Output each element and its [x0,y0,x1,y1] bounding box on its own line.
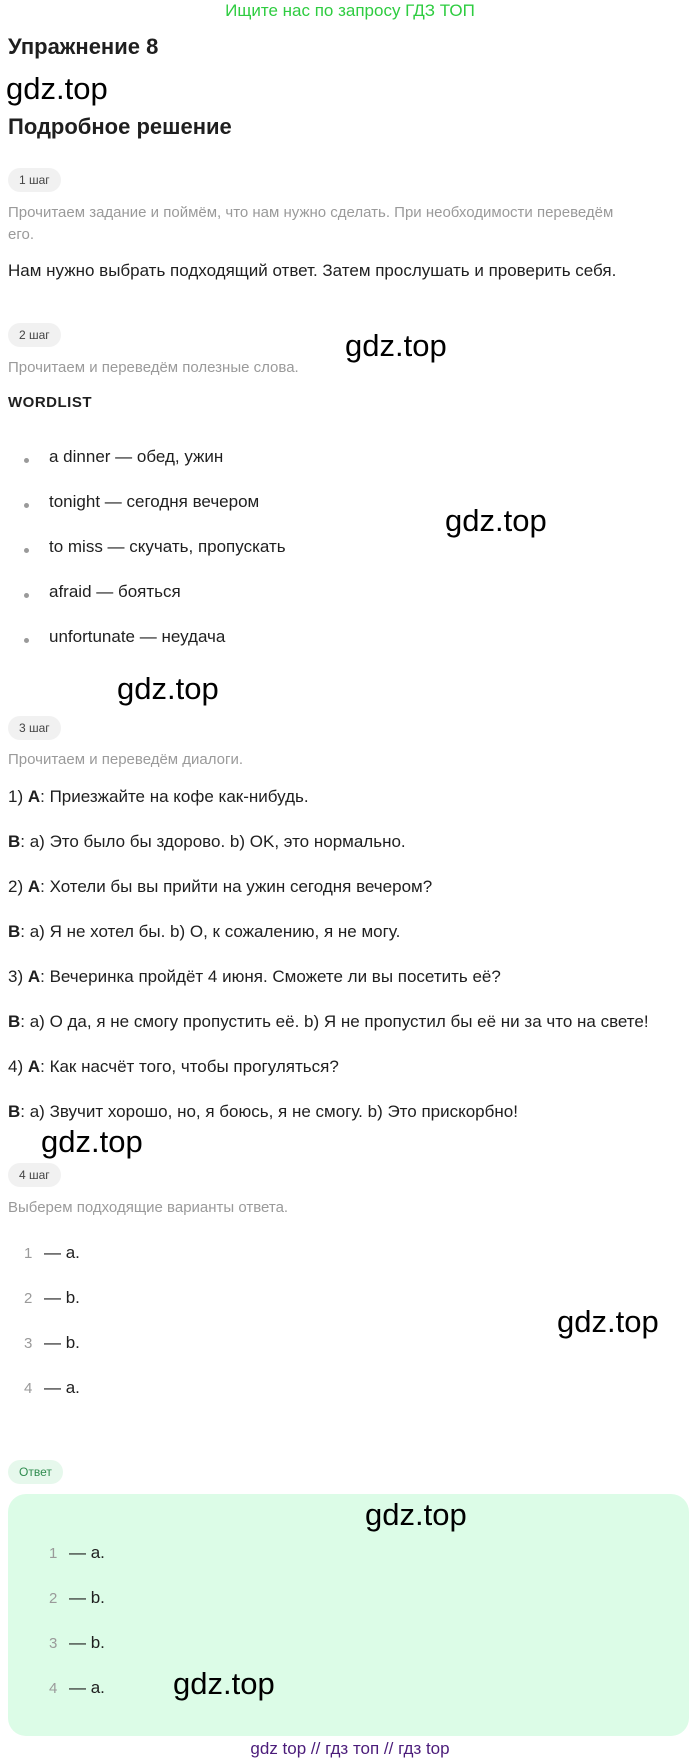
top-banner: Ищите нас по запросу ГДЗ ТОП [225,1,475,20]
dialog-line-a [8,787,309,807]
answer-number: 2 [49,1590,58,1607]
dialog-b-text: : a) Я не хотел бы. b) О, к сожалению, я не могу. [20,922,401,941]
watermark: gdz.top [445,503,547,538]
answer-number: 3 [24,1335,33,1352]
solution-heading: Подробное решение [8,114,232,139]
answer-number: 4 [49,1680,58,1697]
page-title: Упражнение 8 [8,34,159,59]
answer-badge: Ответ [8,1460,63,1484]
answer-value: — b. [44,1333,80,1352]
answer-value: — b. [69,1633,105,1652]
step-2-hint: Прочитаем и переведём полезные слова. [8,359,299,376]
answer-number: 3 [49,1635,58,1652]
speaker-b-label: B [8,832,21,851]
dialog-number: 2) [8,877,28,896]
watermark: gdz.top [345,328,447,363]
answer-number: 4 [24,1380,33,1397]
step-3-hint: Прочитаем и переведём диалоги. [8,751,244,768]
speaker-a-label: A [27,967,41,986]
watermark: gdz.top [365,1497,467,1532]
speaker-b-label: B [8,922,21,941]
footer-links[interactable]: gdz top // гдз топ // гдз top [250,1739,450,1758]
step-1-hint-line-1: Прочитаем задание и поймём, что нам нужно сделать. При необходимости переведём [8,204,614,221]
dialog-line-b [8,1012,649,1032]
watermark: gdz.top [41,1124,143,1159]
dialog-number: 4) [8,1057,28,1076]
answer-value: — a. [44,1378,80,1397]
watermark: gdz.top [557,1304,659,1339]
answer-number: 2 [24,1290,33,1307]
bullet [24,458,29,463]
step-2-badge: 2 шаг [8,323,61,347]
step-3-badge: 3 шаг [8,716,61,740]
watermark: gdz.top [6,71,108,106]
wordlist-item: unfortunate — неудача [49,627,226,646]
step-1-badge: 1 шаг [8,168,61,192]
dialog-number: 3) [8,967,28,986]
step-4-hint: Выберем подходящие варианты ответа. [8,1199,289,1216]
bullet [24,548,29,553]
wordlist-item: afraid — бояться [49,582,181,601]
dialog-line-a [8,1057,339,1077]
speaker-b-label: B [8,1102,21,1121]
answer-value: — a. [69,1543,105,1562]
bullet [24,593,29,598]
dialog-line-b [8,832,406,852]
answer-number: 1 [24,1245,33,1262]
answer-value: — b. [69,1588,105,1607]
bullet [24,638,29,643]
wordlist-title: WORDLIST [8,394,92,411]
speaker-a-label: A [27,1057,41,1076]
wordlist-item: tonight — сегодня вечером [49,492,260,511]
dialog-line-a [8,967,501,987]
dialog-b-text: : a) Это было бы здорово. b) OK, это нормально. [20,832,406,851]
answer-value: — a. [69,1678,105,1697]
speaker-a-label: A [27,787,41,806]
watermark: gdz.top [173,1666,275,1701]
speaker-b-label: B [8,1012,21,1031]
dialog-a-text: : Вечеринка пройдёт 4 июня. Сможете ли вы посетить её? [40,967,501,986]
answer-box [8,1494,689,1736]
wordlist-item: to miss — скучать, пропускать [49,537,286,556]
dialog-line-a [8,877,432,897]
speaker-a-label: A [27,877,41,896]
bullet [24,503,29,508]
dialog-a-text: : Хотели бы вы прийти на ужин сегодня вечером? [40,877,433,896]
dialog-line-b [8,922,400,942]
answer-number: 1 [49,1545,58,1562]
step-1-hint-line-2: его. [8,226,34,243]
step-1-text: Нам нужно выбрать подходящий ответ. Затем прослушать и проверить себя. [8,261,617,280]
dialog-line-b [8,1102,518,1122]
dialog-a-text: : Как насчёт того, чтобы прогуляться? [40,1057,339,1076]
step-4-badge: 4 шаг [8,1163,61,1187]
dialog-a-text: : Приезжайте на кофе как-нибудь. [40,787,309,806]
wordlist-item: a dinner — обед, ужин [49,447,224,466]
answer-value: — b. [44,1288,80,1307]
watermark: gdz.top [117,671,219,706]
dialog-b-text: : a) Звучит хорошо, но, я боюсь, я не смогу. b) Это прискорбно! [20,1102,518,1121]
answer-value: — a. [44,1243,80,1262]
dialog-b-text: : a) О да, я не смогу пропустить её. b) Я не пропустил бы её ни за что на свете! [20,1012,649,1031]
dialog-number: 1) [8,787,28,806]
